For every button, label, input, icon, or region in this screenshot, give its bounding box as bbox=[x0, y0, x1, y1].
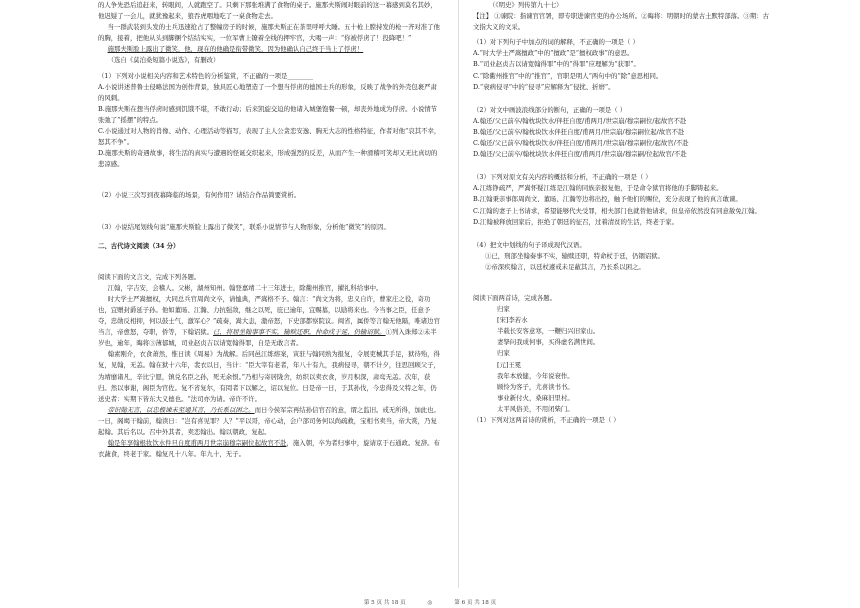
option-b: B.施那夫斯在想当俘虏时感到饥饿不堪，不敢行动；后来凯旋交迫的他诸入城堡饱餐一顿，却丧外地成为俘虏。小说情节张弛了“摇摆”的特点。 bbox=[98, 104, 438, 124]
annotation-note: 【注】 ①谏院：指谏官官署，即专职进谏官吏的办公场所。②晦将：明朝时的蒙古土默特部落。③期：古文指大义的文采。 bbox=[473, 12, 769, 32]
poem-line: 妻孥问我成何事，买得虚名满世间。 bbox=[497, 338, 600, 347]
right-page-column bbox=[473, 0, 773, 588]
option-a: A.翰还/父已前卒/翰枕块饮水/伴狂自度/甫两月/世宗崩/穆宗嗣位/起故官不赴 bbox=[473, 116, 687, 125]
question-4: （4）把文中划线的句子译成现代汉语。 bbox=[473, 240, 586, 249]
option-a: A.小说讲述普鲁士侵略法国为创作背景，独具匠心地塑造了一个想当俘虏的德国士兵的形象，反映了战争的外壳包裹严肃的风刺。 bbox=[98, 82, 437, 102]
reading-instructions: 阅读下面的文言文，完成下列各题。 bbox=[98, 272, 201, 281]
section-heading: 二、古代诗文阅读（34 分） bbox=[98, 241, 180, 250]
page-number-left: 第 5 页 共 18 页 bbox=[363, 600, 406, 606]
wenyan-paragraph bbox=[98, 438, 443, 460]
translation-item-2: ②帝深疾翰言，以廷杖遽戒未足蔽其言，乃长系以困之。 bbox=[485, 262, 645, 271]
wenyan-paragraph bbox=[98, 294, 443, 349]
option-a: A.江练铮疏严，严嵩怀疑江练是江翰的同族亲报复他，于是命令狱官将他的手脚铸起来。 bbox=[473, 184, 723, 193]
question-3: （3）下列对原文有关内容的概括和分析，不正确的一项是（ ） bbox=[473, 173, 652, 182]
question-2: （2）小说三次写到夜幕降临的场景，有何作用？请结合作品简要赏析。 bbox=[98, 191, 301, 200]
question-1: （1）下列对小说相关内容和艺术特色的分析鉴赏，不正确的一项是________ bbox=[98, 71, 313, 80]
wenyan-text: ③薄郁城，司业赵贞吉以请宽翰得罪，自是无敢言者。 bbox=[149, 339, 303, 348]
underlined-sentence-1: 已，将屈坐翰事事不实，输赎还职，仲命戍于延， bbox=[213, 328, 354, 337]
underlined-sentence-2: 帝识翰无言，以忠极谏未至通其言，乃长系以困之。 bbox=[107, 405, 255, 414]
underlined-sentence-1-end: 仍输诏狱。 bbox=[353, 328, 386, 337]
option-c: C.翰还/父已前卒/翰枕块饮水/伴狂自度/甫两月/世宗崩/穆宗嗣位/起故官/不赴 bbox=[473, 139, 689, 148]
option-d: D.施那夫斯的奇遇故事，将生活的真实与遭遇的怪诞交织起来，形成强烈的反差，从而产生一种滑稽可笑却又无比真切的悲凉感。 bbox=[98, 149, 438, 169]
wenyan-text: 翰素刚介，衣食萧然，惟日读《周易》为战解。后同邑江练熔案，寅驻与翰同熟为报复，令展吏械其手足，狱待殆，得复，见翰，无恙。翰在狱十六年，裴衣以日，当计：“臣大宰有老者，年八十有九，我病侵寻，朝不计夕，往思回顾父子，为靖靡诸凡，辛比宁愿，镇兑名臣之孙，死无余恨。”乃相与寄居陇舍，纺织以卖衣食，岁月积深，肃鸾无恙。次年，获归。然以事谢，阁臣为官佐。复不省复尔，有罔者下以解之，诏以复位。 bbox=[98, 350, 440, 392]
source-citation: （《明史》列传第九十七） bbox=[489, 1, 563, 9]
poem-line: 事业新付火，桑麻旧里村。 bbox=[497, 393, 574, 402]
poem-line: 太平风俗美，不用闭柴门。 bbox=[497, 404, 574, 413]
wenyan-paragraph: 江翰，字吉安，会稽人。父彬，湖州知州。翰登嘉靖二十三年进士，除衢州推官，擢礼科给事中。 bbox=[107, 283, 383, 292]
wenyan-paragraph bbox=[98, 349, 443, 404]
poem-line: 我年本放健，今年说衰作。 bbox=[497, 371, 574, 380]
poem-1-title: 归家 bbox=[497, 305, 510, 314]
poem-line: 半载长安客意寒，一鞭归兴旧家山。 bbox=[497, 327, 600, 336]
translation-item-1: ①已，刑部坐翰奏事不实，输赎还职，特命杖于廷，仍锢诏狱。 bbox=[485, 251, 664, 260]
option-d: D.翰还/父已前卒/翰枕块饮水伴狂自度/甫两月/世宗崩/穆宗嗣/位起故官/不赴 bbox=[473, 150, 687, 159]
poem-2-author: [元]王冕 bbox=[497, 360, 522, 369]
poem-instructions: 阅读下面两首诗，完成各题。 bbox=[473, 293, 557, 302]
option-b: B.“司业赵贞吉以请宽翰得罪”中的“得罪”应理解为“获罪”。 bbox=[473, 60, 640, 69]
wenyan-text: ，施入朝，卒为者归事中，旋请京于石通政。复辞。布衣蔬食，终老于家。翰复凡十八年。年九十，无子。 bbox=[98, 439, 440, 459]
wenyan-text: 而日今侯军宗再结孙信官召的意，谓之监旧。戒无所得，加此也。一日，阁竭干翰前，翰读日：“岂有喜见罪？人？”平以哥，帝心动，会户部司务何以尚疏救，宝相书卖当，帝大赏，乃复起翰。其后名以。召中外其者，卖恋翰出。 bbox=[98, 405, 440, 436]
option-d: D.江翰被释放回家后，拒绝了朝廷的征召，过着清贫的生活，终老于家。 bbox=[473, 217, 679, 226]
wavy-line-passage: 翰是年享翰根妆饮水件旦自度甫两月世宗崩穆宗嗣位起故官不赴 bbox=[107, 439, 287, 448]
poem-line: 顾怜为客子，尤喜读书书。 bbox=[497, 382, 574, 391]
option-c: C.小说通过对人物的肖像、动作、心理活动等描写，表现了主人公贪恋安逸、胸无大志的性格特征，作者对他“哀其不幸，怒其不争”。 bbox=[98, 127, 441, 147]
option-a: A.“时大学士严嵩擅政”中的“擅政”是“擅权政事”的意思。 bbox=[473, 49, 634, 58]
wenyan-text: 曰是帝一日，于其孙伐，今忠得及父特之年，仍送史者：实期下皆东大义德也。“法司亦为请。帝许不许。 bbox=[98, 383, 437, 403]
story-paragraph: 的人争先恐后追赶来，转眼间，人就跑空了。只剩下那张堆满了食物的桌子。施那夫斯闹对眼前的这一幕感到莫名其妙，他迟疑了一会儿，就犹豫起来，狼吞虎咽地吃了一桌食物走去。 bbox=[98, 1, 437, 21]
story-ending-underlined: 施那夫斯脸上露出了微笑，他，现在的他确是衔带微笑，因为他确认自己终于当上了俘虏！ bbox=[107, 45, 364, 54]
wenyan-text: 时大学士严嵩擅权，大同总兵官周尚文卒，请恤典，严嵩格不予。翰言：“尚文为将，忠义自许，曹家庄之役，奇功也，宜赠封爵延子孙。他如董旸、江瀚、力抗强敌，继之以死，庇已逾年，宜赐墓，以励将来也。今当事之臣，任意予夺，忠勋反相抑，何以鼓士气，激军心？”疏奏，嵩大恚，激帝怒，下史部都察院议。闽省，属侨等言翰无他隔，唯诸边官当言，帝愈怒，夺职，侨等，下翰诏狱。 bbox=[98, 294, 440, 337]
story-paragraph: 当一群武装到头发的士兵迅速抢占了整幢房子的时候，施那夫斯正在茶里呼呼大睡。五十枪上膛持发的枪一齐对准了他的胸，接着，把他从头到脚捆个结结实实，一位军曹上镣着全线的押牢官，大喝一声：“你被俘虏了！投降吧！” bbox=[98, 23, 440, 43]
wenyan-text: ②未半岁也，逾年，晦将 bbox=[98, 328, 437, 348]
question-2: （2）对文中画波浪线部分的断句，正确的一项是（ ） bbox=[473, 105, 627, 114]
poem-2-title: 归家 bbox=[497, 349, 510, 358]
question-3: （3）小说结尾划线句说“施那夫斯脸上露出了微笑”，联系小说情节与人物形象，分析他“微笑”的原因。 bbox=[98, 222, 390, 231]
option-c: C.江翰的妻子上书请求，希望能够代夫受罪，相夫部门也就替他请求，但皇帝依然没有同意赦免江翰。 bbox=[473, 206, 761, 215]
poem-question-1: （1）下列对这两首诗的赏析，不正确的一项是（ ） bbox=[473, 416, 620, 424]
option-b: B.翰还/父已前卒/翰枕块饮水伴狂自度/甫两月/世宗崩/穆宗嗣位起/故官不赴 bbox=[473, 127, 685, 136]
story-source: （选自《莫泊桑短篇小说选》，有删改） bbox=[107, 56, 220, 65]
page-divider bbox=[458, 0, 459, 588]
page-footer bbox=[0, 598, 860, 606]
center-mark: ◎ bbox=[427, 600, 433, 606]
poem-1-author: [宋]李若水 bbox=[497, 316, 528, 325]
wenyan-text: 翰以朝政，复起。 bbox=[219, 428, 271, 436]
page-number-right: 第 6 页 共 18 页 bbox=[454, 600, 497, 606]
option-b: B.江翰秉亲事郎周尚文、董旸、江瀚等边将出控，触予他们的赐位，充分表现了他的真言敢谏。 bbox=[473, 195, 742, 204]
option-d: D.“衰病侵寻”中的“侵寻”应解释为“侵扰、折磨”。 bbox=[473, 82, 615, 91]
wenyan-paragraph bbox=[98, 405, 443, 438]
question-1: （1）对下列句子中加点的词的解释，不正确的一项是（ ） bbox=[473, 38, 639, 47]
option-c: C.“除衢州推官”中的“推官”，官职是明人“两句中的“除”意思相同。 bbox=[473, 71, 663, 80]
wenyan-text: ①列入诛郑 bbox=[385, 328, 418, 337]
left-page-column bbox=[98, 0, 443, 588]
